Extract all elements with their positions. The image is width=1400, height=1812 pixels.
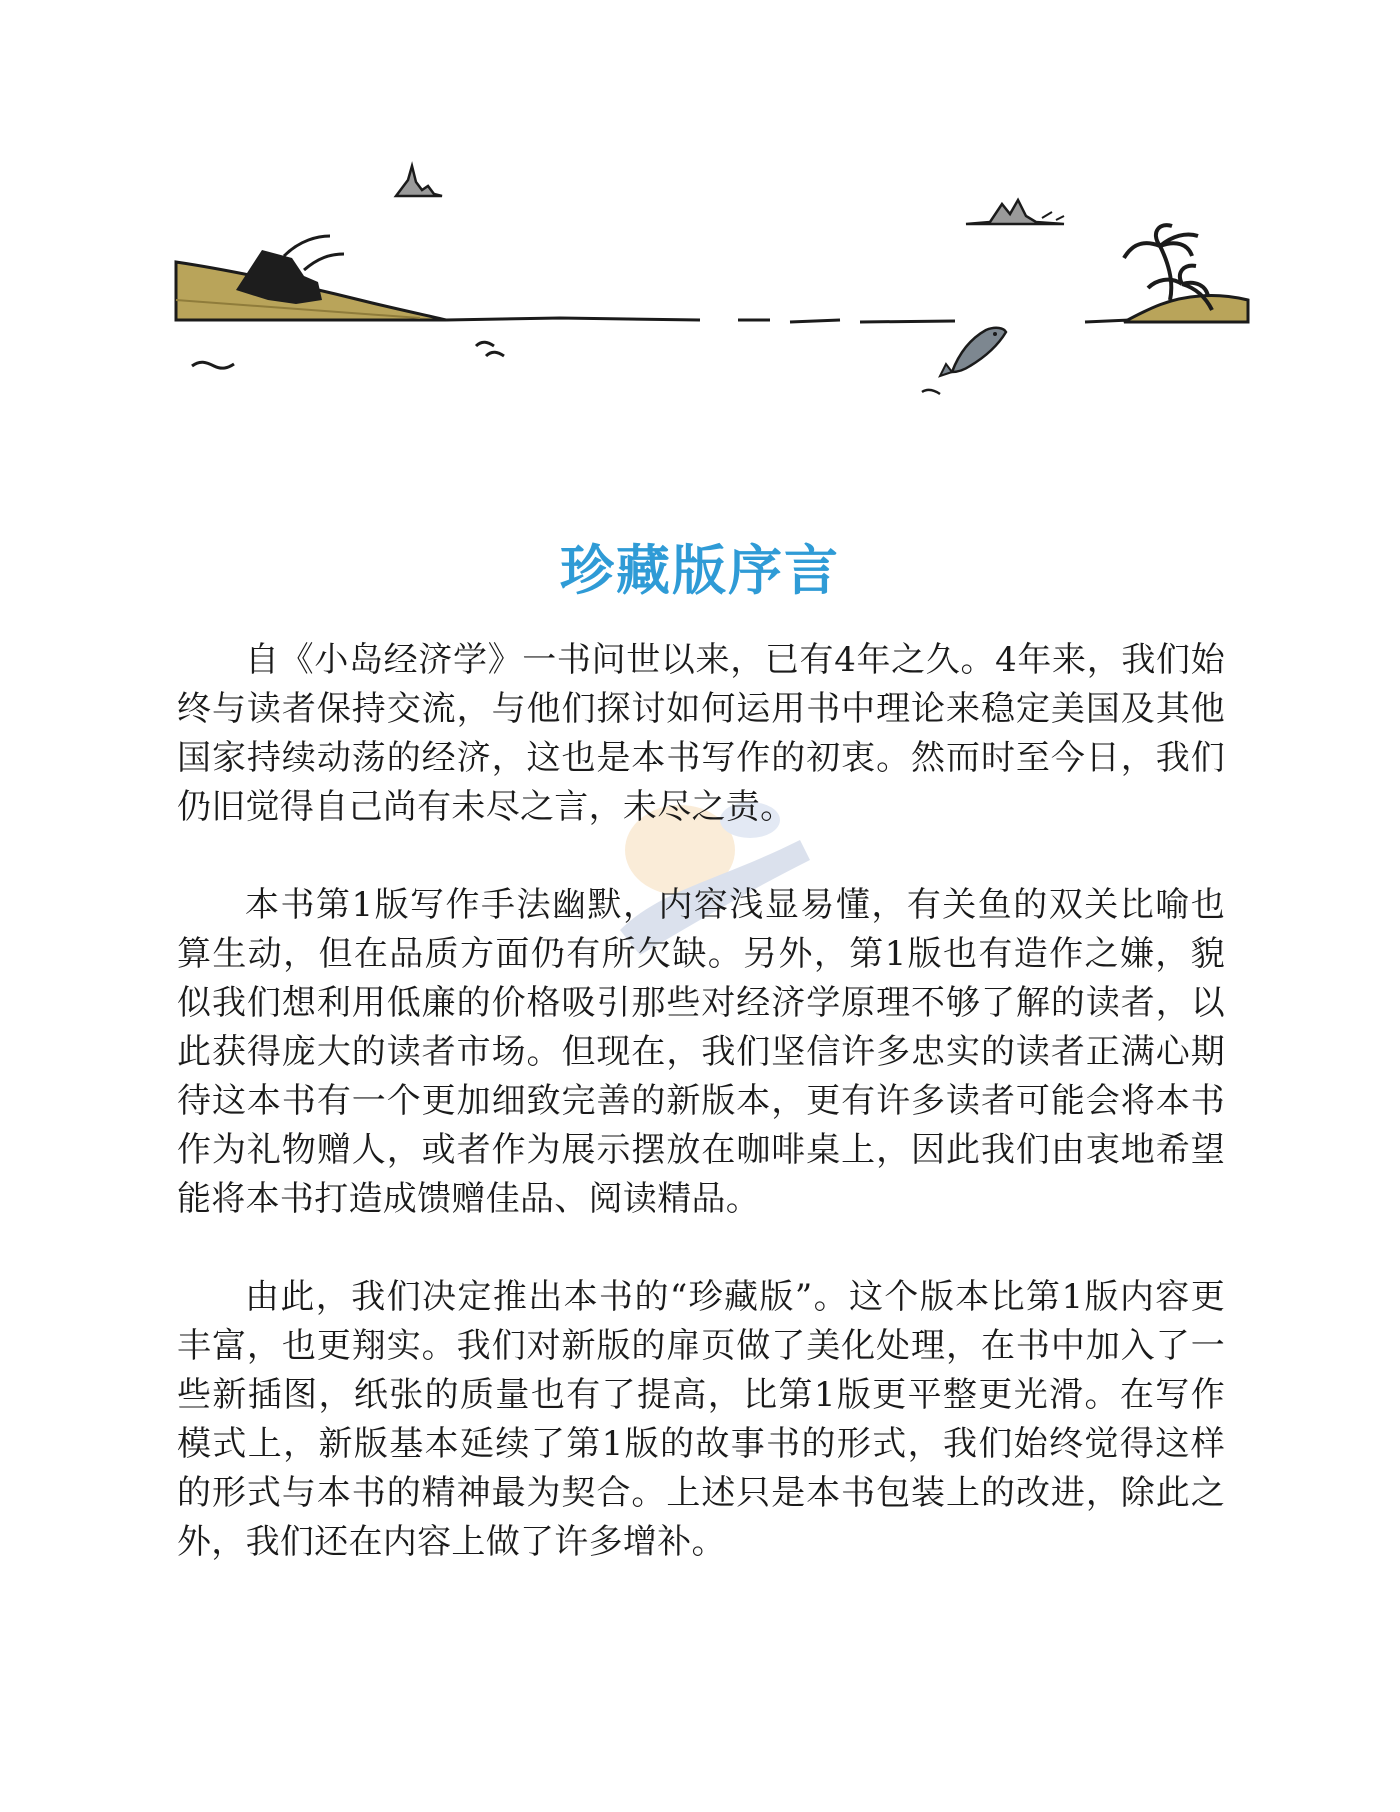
paragraph-3: 由此，我们决定推出本书的“珍藏版”。这个版本比第1版内容更丰富，也更翔实。我们对新版的扉页做了美化处理，在书中加入了一些新插图，纸张的质量也有了提高，比第1版更平整更光滑。在写作模式上，新版基本延续了第1版的故事书的形式，我们始终觉得这样的形式与本书的精神最为契合。上述只是本书包装上的改进，除此之外，我们还在内容上做了许多增补。 [177,1277,1225,1562]
paragraph-1: 自《小岛经济学》一书问世以来，已有4年之久。4年来，我们始终与读者保持交流，与他们探讨如何运用书中理论来稳定美国及其他国家持续动荡的经济，这也是本书写作的初衷。然而时至今日，我们仍旧觉得自己尚有未尽之言，未尽之责。 [177,640,1225,827]
paragraph-2: 本书第1版写作手法幽默，内容浅显易懂，有关鱼的双关比喻也算生动，但在品质方面仍有所欠缺。另外，第1版也有造作之嫌，貌似我们想利用低廉的价格吸引那些对经济学原理不够了解的读者，以此获得庞大的读者市场。但现在，我们坚信许多忠实的读者正满心期待这本书有一个更加细致完善的新版本，更有许多读者可能会将本书作为礼物赠人，或者作为展示摆放在咖啡桌上，因此我们由衷地希望能将本书打造成馈赠佳品、阅读精品。 [177,885,1225,1219]
wave-left [192,362,234,368]
wave-mid [476,342,504,356]
palm-trunk-1 [1160,246,1171,300]
page-title: 珍藏版序言 [560,539,840,603]
jumping-fish [940,328,1006,376]
distant-island-left [396,166,442,196]
wave-fish [922,390,940,394]
body-text [177,636,1225,1616]
horizon-line [446,318,700,320]
palm-island [1124,295,1248,322]
island-sea-illustration [0,0,1400,420]
palm-leaves-1 [1124,225,1198,258]
distant-island-right [966,200,1064,224]
